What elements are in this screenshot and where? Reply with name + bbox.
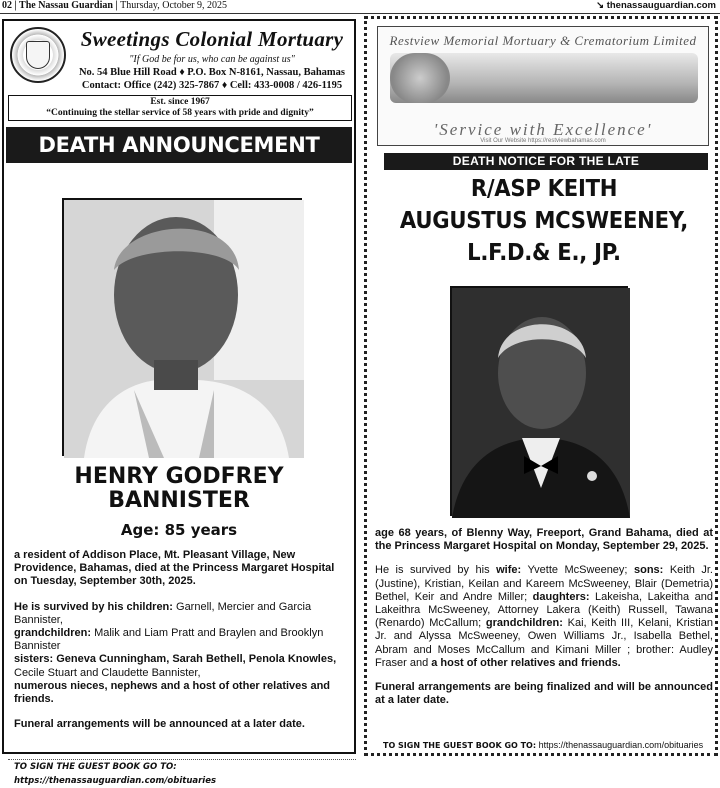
ad-slogan: 'Service with Excellence' <box>433 120 653 139</box>
page-label: 02 | The Nassau Guardian | Thursday, October 9, 2025 <box>2 0 227 11</box>
est-year: Est. since 1967 <box>150 97 210 107</box>
mortuary-motto: "If God be for us, who can be against us" <box>129 54 295 65</box>
guest-book-link-2[interactable] <box>383 738 709 753</box>
mortuary-logo-icon <box>10 27 66 83</box>
funeral-text-2: Funeral arrangements are being finalized and will be announced at a later date. <box>375 681 713 707</box>
death-notice-panel <box>364 16 718 756</box>
daughters-label: daughters: <box>532 590 590 603</box>
guest-label: TO SIGN THE GUEST BOOK GO TO: <box>383 741 537 750</box>
intro-text: age 68 years, of Blenny Way, Freeport, Grand Bahama, died at the Princess Margaret Hospital on Monday, September 29, 2025. <box>375 527 713 553</box>
sisters-label: sisters: Geneva Cunningham, Sarah Bethell, Penola Knowles, <box>14 653 337 666</box>
funeral-text: Funeral arrangements will be announced at a later date. <box>14 718 305 731</box>
obituary-text <box>14 549 348 743</box>
site-url[interactable]: ↘ thenassauguardian.com <box>596 0 716 11</box>
deceased-name-2 <box>385 173 703 269</box>
survived-prefix: He is survived by his <box>375 564 497 577</box>
name-line-1: R/ASP KEITH <box>470 176 618 202</box>
mortuary-name: Sweetings Colonial Mortuary <box>80 27 344 51</box>
grandchildren-label: grandchildren: <box>14 627 92 640</box>
guest-book-link[interactable]: TO SIGN THE GUEST BOOK GO TO: https://thenassauguardian.com/obituaries <box>8 759 356 773</box>
grandchildren-list: Malik and Liam Pratt and Braylen and Brooklyn Bannister <box>14 627 324 653</box>
est-slogan: “Continuing the stellar service of 58 years with pride and dignity” <box>46 108 314 118</box>
sons-label: sons: <box>633 564 664 577</box>
children-list: Garnell, Mercier and Garcia Bannister, <box>14 600 312 626</box>
deceased-name: HENRY GODFREY BANNISTER <box>74 464 284 513</box>
wife-name: Yvette McSweeney; <box>521 564 634 577</box>
sons-list: Keith Jr.(Justine), Kristian, Keilan and Kareem McSweeney, Blair (Demetria) Bethel, Keir and Andre Miller; <box>375 564 713 603</box>
death-notice-banner: DEATH NOTICE FOR THE LATE <box>384 153 708 170</box>
host-text: a host of other relatives and friends. <box>431 656 621 669</box>
death-announcement-banner: DEATH ANNOUNCEMENT <box>6 127 352 163</box>
death-announcement-panel <box>2 19 356 786</box>
obituary-text-2 <box>375 527 713 718</box>
guest-url[interactable]: https://thenassauguardian.com/obituaries <box>536 740 704 750</box>
grandchildren-list-2: Kai, Keith III, Kelani, Kristian Jr. and Alyssa McSweeney, Owen Williams Jr., Isabella Bethel, Abram and Moses McCallum and Kimani Miller ; brother: Audley Fraser and <box>375 617 713 669</box>
name-line-3: L.F.D.& E., JP. <box>467 240 621 266</box>
mortuary-address: No. 54 Blue Hill Road ♦ P.O. Box N-8161, Nassau, Bahamas <box>78 67 346 78</box>
children-label: He is survived by his children: <box>14 600 173 613</box>
residence-text: a resident of Addison Place, Mt. Pleasant Village, New Providence, Bahamas, died at the Princess Margaret Hospital on Tuesday, September 30th, 2025. <box>14 549 335 588</box>
deceased-photo <box>62 198 302 456</box>
mortuary-est-box <box>8 95 352 121</box>
deceased-age: Age: 85 years <box>120 521 238 539</box>
wife-label: wife: <box>496 564 522 577</box>
name-line-2: AUGUSTUS MCSWEENEY, <box>399 208 689 234</box>
restview-ad <box>377 26 709 146</box>
page-header <box>0 0 720 14</box>
grandchildren-label-2: grandchildren: <box>485 617 563 630</box>
ad-website[interactable]: Visit Our Website https://restviewbahamas.com <box>480 138 606 144</box>
sisters-list: Cecile Stuart and Claudette Bannister, <box>14 666 201 679</box>
building-image <box>390 53 698 103</box>
ad-title: Restview Memorial Mortuary & Crematorium Limited <box>389 33 697 48</box>
issue-date: Thursday, October 9, 2025 <box>120 0 227 11</box>
mortuary-contact: Contact: Office (242) 325-7867 ♦ Cell: 433-0008 / 426-1195 <box>81 80 343 91</box>
daughters-list: Lakeisha, Lakeitha and Lakeithra McSweeney, Attorney Lakera (Keith) Russell, Tawana (Renardo) McCallum; <box>375 590 713 630</box>
deceased-photo-2 <box>450 286 628 516</box>
others-text: numerous nieces, nephews and a host of other relatives and friends. <box>14 679 331 706</box>
